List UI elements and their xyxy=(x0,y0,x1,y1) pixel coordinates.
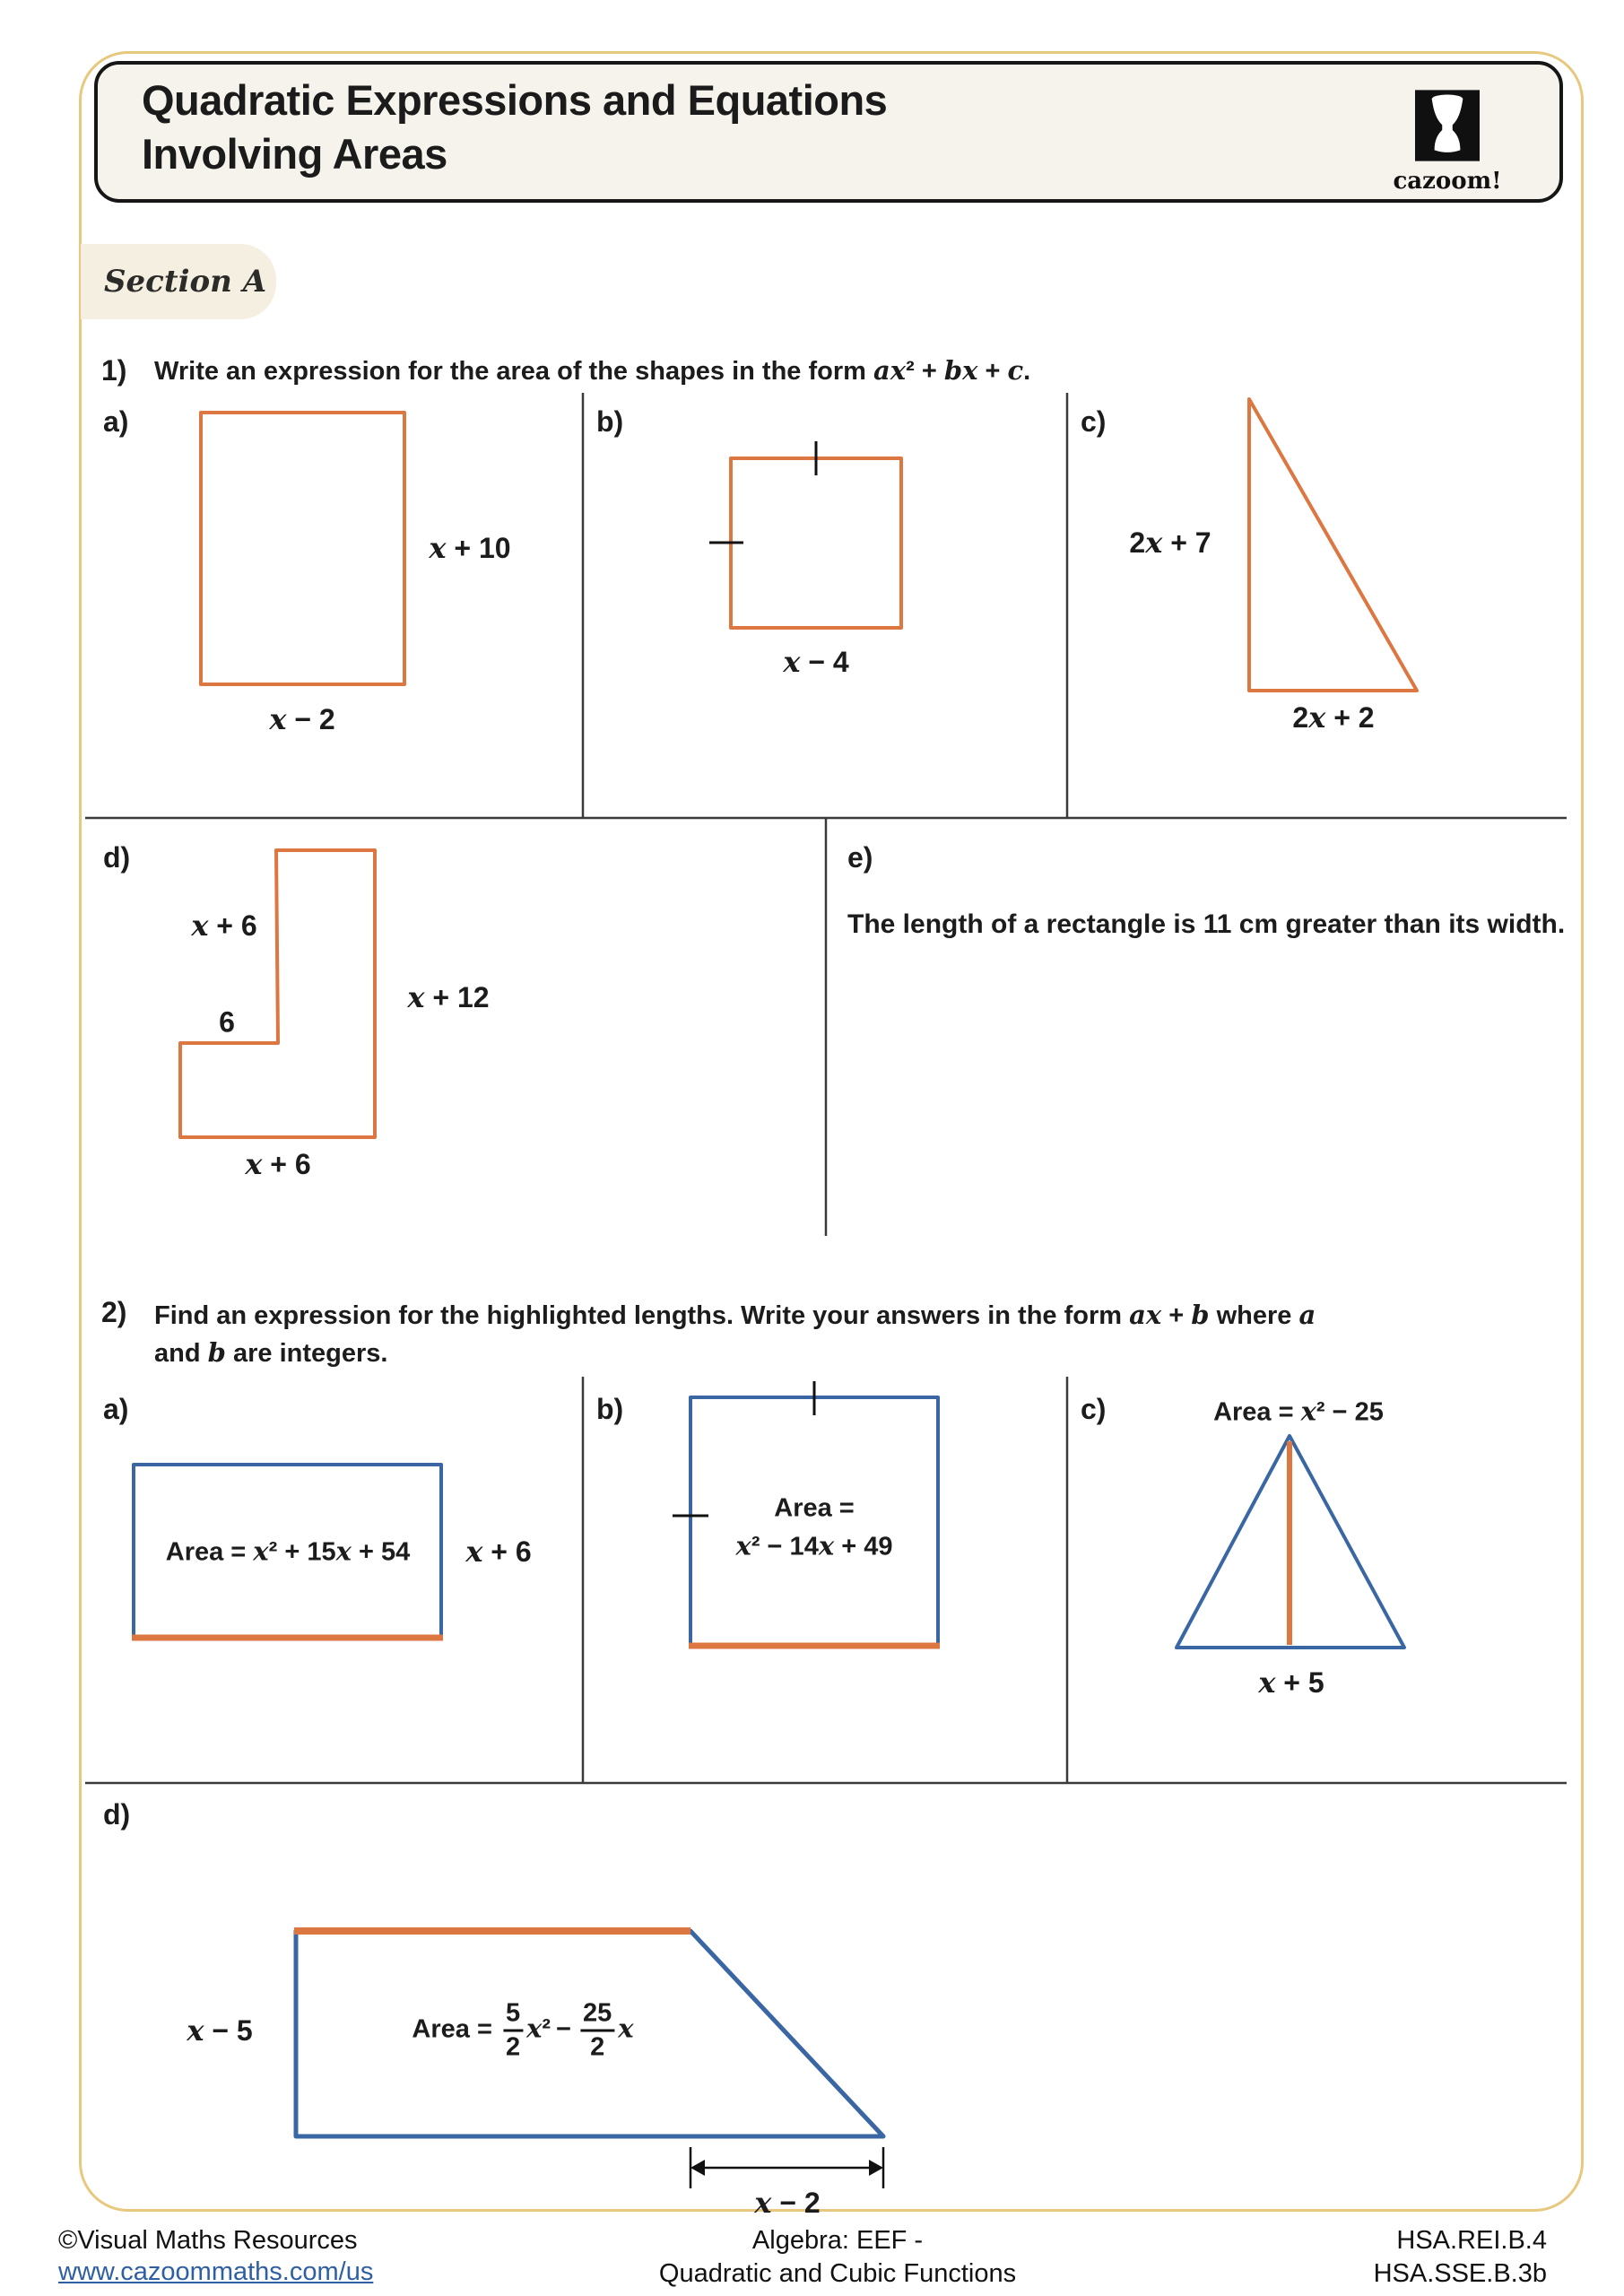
part-label-2a: a) xyxy=(103,1393,129,1425)
fraction-25-2: $\frac{25}{2}$ xyxy=(580,2001,614,2061)
area-label-2b-line1: Area = xyxy=(774,1493,855,1523)
footer-center-line2: Quadratic and Cubic Functions xyxy=(658,2259,1017,2288)
part-label-2d: d) xyxy=(103,1798,131,1831)
dim-1d-topleft: x + 6 xyxy=(191,909,257,943)
dim-1d-step: 6 xyxy=(219,1005,235,1039)
page-title-line2: Involving Areas xyxy=(142,130,447,178)
section-label: Section A xyxy=(104,264,267,300)
shape-1d-lshape xyxy=(180,850,375,1137)
q2-number: 2) xyxy=(101,1296,127,1328)
q1-prompt-plain: Write an expression for the area of the shapes in the form xyxy=(154,357,873,386)
footer-center-line1: Algebra: EEF - xyxy=(751,2226,924,2255)
shape-1b-square xyxy=(731,458,901,628)
footer-link-wrap xyxy=(58,2257,373,2287)
q2-prompt-line2: and b are integers. xyxy=(154,1337,388,1368)
fraction-5-2: $\frac{5}{2}$ xyxy=(503,2001,523,2061)
dim-2c-base: x + 5 xyxy=(1258,1665,1324,1700)
footer-standard-line1: HSA.REI.B.4 xyxy=(1396,2226,1547,2255)
footer-center xyxy=(659,2224,1016,2291)
part-label-1e: e) xyxy=(847,841,873,874)
part-label-2c: c) xyxy=(1081,1393,1107,1425)
q2-prompt xyxy=(154,1297,1316,1372)
arrowhead-left xyxy=(690,2160,705,2176)
logo-wordmark: cazoom! xyxy=(1393,168,1502,195)
q2-prompt-line1: Find an expression for the highlighted lengths. Write your answers in the form ax + b where a xyxy=(154,1300,1316,1330)
part-label-1c: c) xyxy=(1081,405,1107,438)
dim-1a-base: x − 2 xyxy=(269,702,335,736)
dimension-arrow-2d xyxy=(690,2147,883,2188)
part-label-1a: a) xyxy=(103,405,129,438)
shape-1a-rectangle xyxy=(201,413,404,684)
part-label-2b: b) xyxy=(596,1393,624,1425)
dim-1b-base: x − 4 xyxy=(783,645,849,679)
dim-2d-arrow-label: x − 2 xyxy=(754,2186,821,2220)
dim-1d-right: x + 12 xyxy=(407,980,490,1014)
part-label-1b: b) xyxy=(596,405,624,438)
area-label-2a: Area = x² + 15x + 54 xyxy=(165,1535,411,1567)
part-label-1d: d) xyxy=(103,841,131,874)
footer-copyright: ©Visual Maths Resources xyxy=(58,2226,358,2255)
area-label-2b-line2: x² − 14x + 49 xyxy=(735,1530,893,1561)
shape-1c-triangle xyxy=(1249,399,1417,691)
dim-1d-base: x + 6 xyxy=(245,1147,311,1181)
q1e-text: The length of a rectangle is 11 cm greater than its width. xyxy=(847,909,1566,939)
dim-1c-height: 2x + 7 xyxy=(1129,526,1211,560)
arrowhead-right xyxy=(869,2160,883,2176)
dim-2a-side: x + 6 xyxy=(465,1535,532,1569)
q1-prompt-math: ax² + bx + c. xyxy=(873,355,1031,386)
dim-1c-base: 2x + 2 xyxy=(1292,700,1375,735)
footer-standards xyxy=(1374,2224,1547,2291)
area-label-2c: Area = x² − 25 xyxy=(1213,1396,1384,1427)
q1-number: 1) xyxy=(101,354,127,387)
page-title-line1: Quadratic Expressions and Equations xyxy=(142,76,888,124)
footer-link[interactable]: www.cazoommaths.com/us xyxy=(58,2257,374,2286)
footer-standard-line2: HSA.SSE.B.3b xyxy=(1373,2259,1547,2288)
dim-2d-side: x − 5 xyxy=(187,2013,253,2048)
area-label-2d: Area = $\frac{5}{2}$ x² − $\frac{25}{2}$ x xyxy=(412,1998,634,2062)
dim-1a-height: x + 10 xyxy=(429,531,511,565)
